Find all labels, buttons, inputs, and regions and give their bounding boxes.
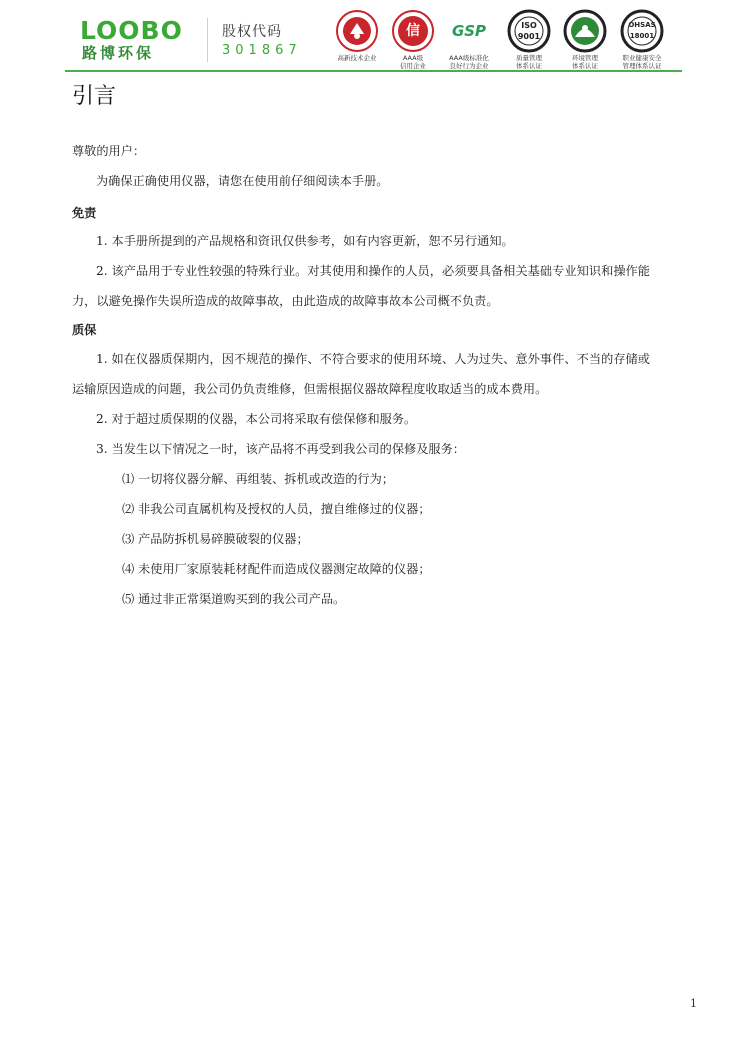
cert-label [555,54,615,70]
header-divider [207,18,208,62]
cert-environment [555,9,615,70]
warranty-exclusion-item: ⑴ 一切将仪器分解、再组装、拆机或改造的行为； [122,472,394,486]
cert-label [439,54,499,70]
cert-label-line: 环境管理 [572,54,598,62]
cert-label-line: AAA级 [402,54,424,62]
gsp-logo-icon [447,9,491,53]
cert-label-line: 体系认证 [572,62,598,70]
cert-label [612,54,672,70]
cert-label: 高新技术企业 [337,54,377,62]
company-name-cn: 路博环保 [82,44,155,62]
badge-text: GSP [451,21,487,40]
cert-label-line: 良好行为企业 [449,62,489,70]
cert-high-tech [327,9,387,62]
warranty-item: 2. 对于超过质保期的仪器，本公司将采取有偿保修和服务。 [96,412,417,426]
warranty-exclusion-item: ⑷ 未使用厂家原装耗材配件而造成仪器测定故障的仪器； [122,562,431,576]
greeting: 尊敬的用户： [72,144,146,158]
page-title: 引言 [72,84,117,109]
cert-iso9001 [499,9,559,70]
badge-text: ISO 9001 [517,21,541,41]
warranty-exclusion-item: ⑶ 产品防拆机易碎膜破裂的仪器； [122,532,309,546]
warranty-exclusion-item: ⑵ 非我公司直属机构及授权的人员，擅自维修过的仪器； [122,502,431,516]
section-heading-disclaimer: 免责 [72,206,97,220]
section-heading-warranty: 质保 [72,323,97,337]
disclaimer-item: 2. 该产品用于专业性较强的特殊行业。对其使用和操作的人员，必须要具备相关基础专业知识和操作能力，以避免操作失误所造成的故障事故，由此造成的故障事故本公司概不负责。 [72,264,650,308]
intro-paragraph: 为确保正确使用仪器，请您在使用前仔细阅读本手册。 [96,174,389,188]
stock-code-label: 股权代码 [222,24,282,40]
cert-ohsas [612,9,672,70]
ohsas-seal-icon [620,9,664,53]
cert-label-line: 体系认证 [516,62,542,70]
warranty-exclusion-item: ⑸ 通过非正常渠道购买到的我公司产品。 [122,592,346,606]
badge-text: 信 [406,22,420,39]
cert-credit [383,9,443,70]
cert-label-line: AAA级标准化 [449,54,489,62]
cert-gsp [439,9,499,70]
high-tech-enterprise-seal-icon [335,9,379,53]
cert-label [499,54,559,70]
credit-seal-icon [391,9,435,53]
page-number: 1 [690,997,697,1010]
cert-label [383,54,443,70]
cert-label-line: 质量管理 [516,54,542,62]
header-rule [65,70,682,72]
company-logo-text: LOOBO [80,16,183,45]
cert-label-line: 管理体系认证 [622,62,662,70]
cert-label-line: 信用企业 [400,62,426,70]
stock-code-value: 301867 [222,43,302,58]
environment-seal-icon [563,9,607,53]
warranty-item: 3. 当发生以下情况之一时，该产品将不再受到我公司的保修及服务： [96,442,465,456]
page-header [0,0,750,74]
disclaimer-item: 1. 本手册所提到的产品规格和资讯仅供参考，如有内容更新，恕不另行通知。 [96,234,514,248]
warranty-item: 1. 如在仪器质保期内，因不规范的操作、不符合要求的使用环境、人为过失、意外事件、不当的存储或运输原因造成的问题，我公司仍负责维修，但需根据仪器故障程度收取适当的成本费用。 [72,352,650,396]
cert-label-line: 职业健康安全 [622,54,662,62]
badge-text: OHSAS 18001 [628,21,656,40]
iso9001-seal-icon [507,9,551,53]
